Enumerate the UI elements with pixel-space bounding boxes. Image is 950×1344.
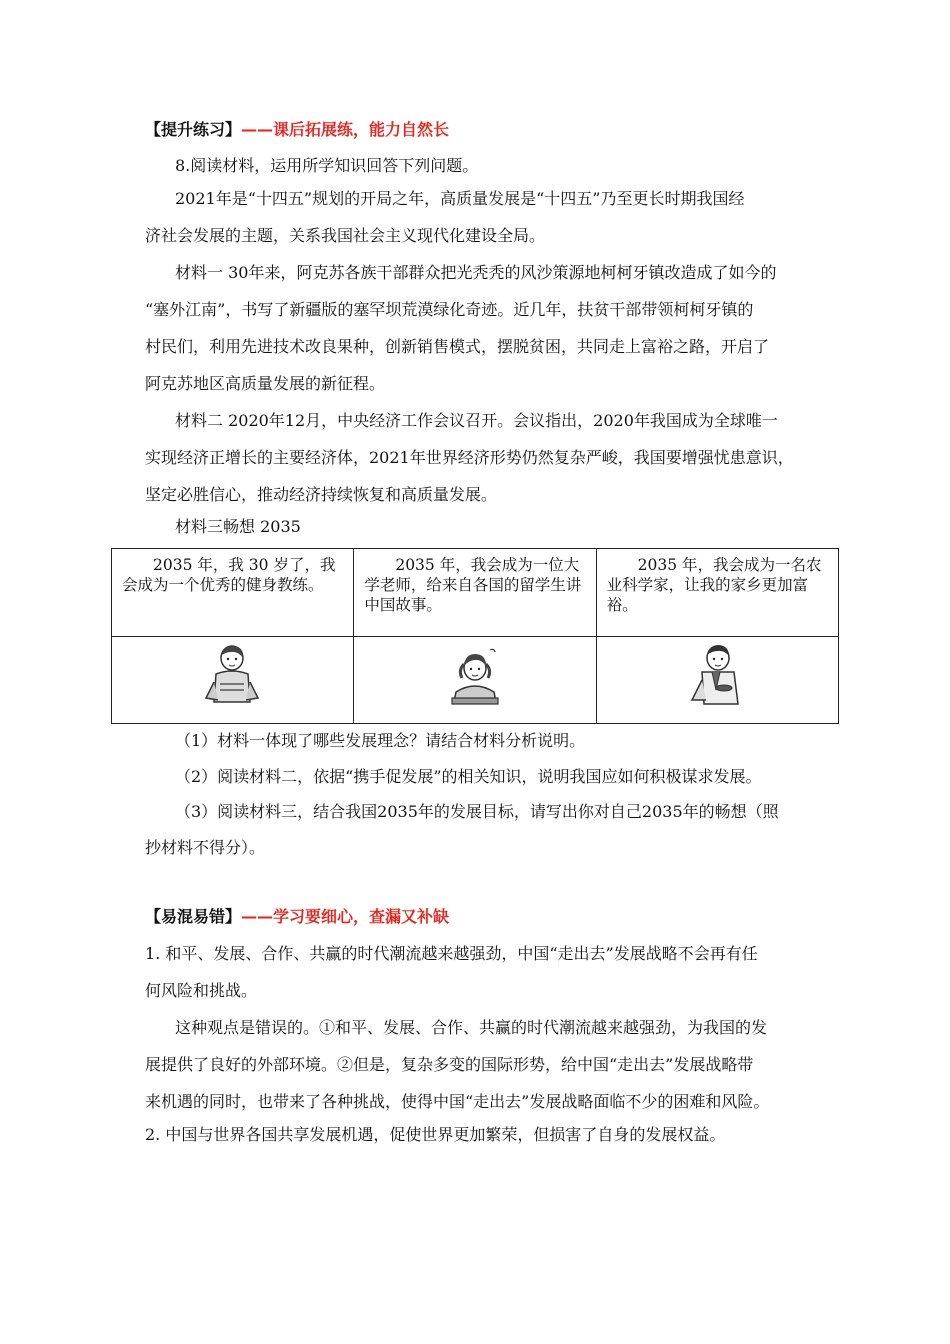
cell-text-agricultural-scientist: 2035 年，我会成为一名农业科学家，让我的家乡更加富裕。 bbox=[606, 556, 822, 614]
material-two-line: 坚定必胜信心，推动经济持续恢复和高质量发展。 bbox=[145, 485, 498, 504]
question-line: 抄材料不得分）。 bbox=[145, 838, 266, 857]
material-three-table bbox=[111, 548, 839, 724]
section-bracket: 【提升练习】 bbox=[145, 120, 242, 139]
table-cell bbox=[354, 549, 596, 637]
section-heading-practice bbox=[145, 119, 815, 141]
boy-illustration bbox=[198, 642, 268, 712]
table-cell bbox=[112, 549, 354, 637]
material-one-line: 阿克苏地区高质量发展的新征程。 bbox=[145, 374, 386, 393]
paragraph-line: 济社会发展的主题，关系我国社会主义现代化建设全局。 bbox=[145, 226, 546, 245]
question-line: （1）材料一体现了哪些发展理念？请结合材料分析说明。 bbox=[175, 731, 586, 750]
table-cell bbox=[596, 549, 838, 637]
material-three-title: 材料三畅想 2035 bbox=[175, 517, 301, 536]
error-item-line: 2. 中国与世界各国共享发展机遇，促使世界更加繁荣，但损害了自身的发展权益。 bbox=[145, 1125, 726, 1144]
answer-line: 来机遇的同时，也带来了各种挑战，使得中国“走出去”发展战略面临不少的困难和风险。 bbox=[145, 1092, 770, 1111]
girl-illustration bbox=[440, 642, 510, 712]
table-cell bbox=[596, 636, 838, 724]
section-tagline: ——学习要细心，查漏又补缺 bbox=[241, 907, 450, 926]
table-cell bbox=[112, 636, 354, 724]
error-item-line: 1. 和平、发展、合作、共赢的时代潮流越来越强劲，中国“走出去”发展战略不会再有任 bbox=[145, 944, 758, 963]
answer-line: 展提供了良好的外部环境。②但是，复杂多变的国际形势，给中国“走出去”发展战略带 bbox=[145, 1055, 754, 1074]
cell-text-university-teacher: 2035 年，我会成为一位大学老师，给来自各国的留学生讲中国故事。 bbox=[364, 556, 582, 614]
section-heading-mistakes bbox=[145, 906, 815, 928]
question-intro: 8.阅读材料，运用所学知识回答下列问题。 bbox=[175, 156, 479, 175]
cell-text-fitness-coach: 2035 年，我 30 岁了，我会成为一个优秀的健身教练。 bbox=[122, 556, 336, 594]
material-one-line: 村民们，利用先进技术改良果种，创新销售模式，摆脱贫困，共同走上富裕之路，开启了 bbox=[145, 337, 770, 356]
material-one-line: “塞外江南”，书写了新疆版的塞罕坝荒漠绿化奇迹。近几年，扶贫干部带领柯柯牙镇的 bbox=[145, 300, 754, 319]
boy-with-plant-illustration bbox=[682, 642, 752, 712]
material-one-line: 材料一 30年来，阿克苏各族干部群众把光秃秃的风沙策源地柯柯牙镇改造成了如今的 bbox=[175, 263, 777, 282]
section-bracket: 【易混易错】 bbox=[145, 907, 242, 926]
error-item-line: 何风险和挑战。 bbox=[145, 981, 258, 1000]
question-line: （3）阅读材料三，结合我国2035年的发展目标，请写出你对自己2035年的畅想（照 bbox=[175, 802, 779, 821]
section-tagline: ——课后拓展练，能力自然长 bbox=[241, 120, 450, 139]
question-line: （2）阅读材料二，依据“携手促发展”的相关知识，说明我国应如何积极谋求发展。 bbox=[175, 767, 762, 786]
material-two-line: 实现经济正增长的主要经济体，2021年世界经济形势仍然复杂严峻，我国要增强忧患意识， bbox=[145, 448, 794, 467]
material-two-line: 材料二 2020年12月，中央经济工作会议召开。会议指出，2020年我国成为全球唯一 bbox=[175, 411, 778, 430]
paragraph-line: 2021年是“十四五”规划的开局之年，高质量发展是“十四五”乃至更长时期我国经 bbox=[175, 189, 745, 208]
table-cell bbox=[354, 636, 596, 724]
answer-line: 这种观点是错误的。①和平、发展、合作、共赢的时代潮流越来越强劲，为我国的发 bbox=[175, 1018, 768, 1037]
